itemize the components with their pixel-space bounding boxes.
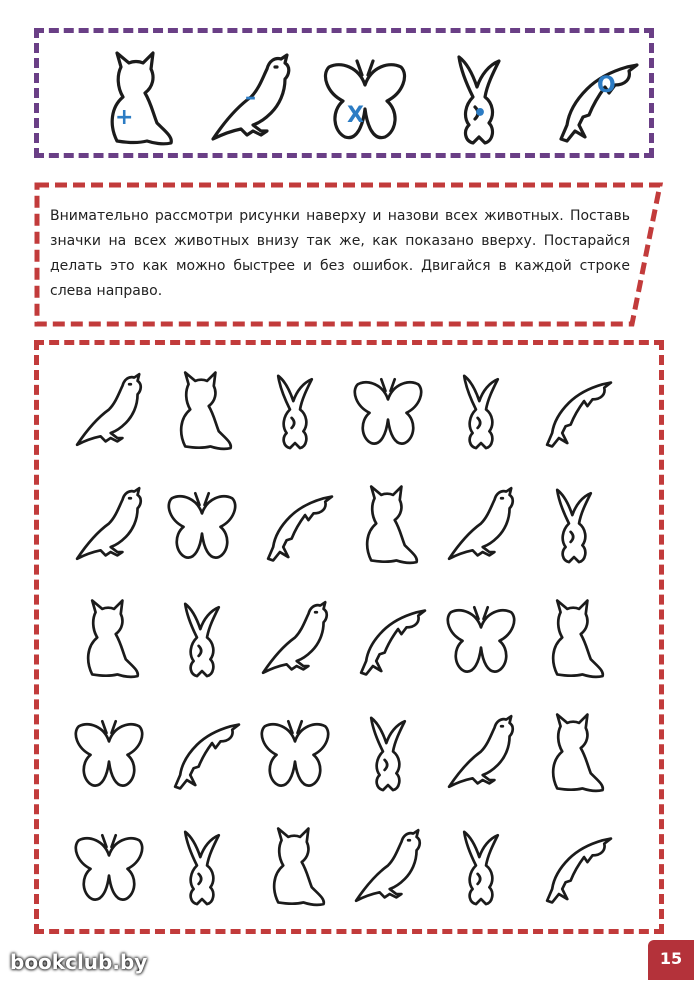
grid-cell-cat[interactable]	[532, 591, 616, 689]
rabbit-outline-icon	[429, 45, 529, 155]
grid-cell-rabbit[interactable]	[439, 819, 523, 917]
butterfly-outline-icon	[439, 591, 523, 689]
butterfly-outline-icon	[67, 705, 151, 803]
grid-cell-butterfly[interactable]	[253, 705, 337, 803]
cat-outline-icon	[532, 591, 616, 689]
bird-outline-icon	[67, 363, 151, 461]
page-number: 15	[648, 940, 694, 980]
grid-cell-cat[interactable]	[67, 591, 151, 689]
legend-rabbit	[429, 45, 529, 155]
rabbit-outline-icon	[160, 819, 244, 917]
grid-cell-rabbit[interactable]	[439, 363, 523, 461]
grid-cell-bird[interactable]	[439, 705, 523, 803]
cat-outline-icon	[87, 45, 187, 155]
rabbit-outline-icon	[439, 363, 523, 461]
grid-cell-dolphin[interactable]	[160, 705, 244, 803]
rabbit-outline-icon	[253, 363, 337, 461]
dolphin-outline-icon	[346, 591, 430, 689]
grid-cell-cat[interactable]	[160, 363, 244, 461]
cat-outline-icon	[160, 363, 244, 461]
grid-cell-rabbit[interactable]	[346, 705, 430, 803]
rabbit-outline-icon	[346, 705, 430, 803]
grid-cell-rabbit[interactable]	[253, 363, 337, 461]
grid-cell-bird[interactable]	[439, 477, 523, 575]
legend-mark-bird: –	[245, 85, 256, 110]
grid-cell-cat[interactable]	[346, 477, 430, 575]
legend-butterfly	[315, 45, 415, 155]
grid-cell-dolphin[interactable]	[253, 477, 337, 575]
dolphin-outline-icon	[253, 477, 337, 575]
grid-cell-dolphin[interactable]	[346, 591, 430, 689]
grid-cell-bird[interactable]	[253, 591, 337, 689]
grid-cell-dolphin[interactable]	[532, 819, 616, 917]
legend-box	[34, 28, 654, 158]
butterfly-outline-icon	[160, 477, 244, 575]
butterfly-outline-icon	[346, 363, 430, 461]
grid-cell-bird[interactable]	[67, 477, 151, 575]
site-watermark: bookclub.by	[10, 950, 148, 974]
rabbit-outline-icon	[532, 477, 616, 575]
bird-outline-icon	[67, 477, 151, 575]
grid-cell-rabbit[interactable]	[160, 819, 244, 917]
dolphin-outline-icon	[160, 705, 244, 803]
grid-cell-rabbit[interactable]	[160, 591, 244, 689]
grid-cell-dolphin[interactable]	[532, 363, 616, 461]
grid-cell-butterfly[interactable]	[439, 591, 523, 689]
grid-cell-bird[interactable]	[67, 363, 151, 461]
grid-cell-cat[interactable]	[532, 705, 616, 803]
rabbit-outline-icon	[160, 591, 244, 689]
cat-outline-icon	[532, 705, 616, 803]
bird-outline-icon	[346, 819, 430, 917]
bird-outline-icon	[439, 477, 523, 575]
rabbit-outline-icon	[439, 819, 523, 917]
butterfly-outline-icon	[253, 705, 337, 803]
grid-cell-rabbit[interactable]	[532, 477, 616, 575]
bird-outline-icon	[439, 705, 523, 803]
legend-cat	[87, 45, 187, 155]
dolphin-outline-icon	[532, 819, 616, 917]
legend-mark-rabbit: •	[473, 101, 488, 126]
instruction-text: Внимательно рассмотри рисунки наверху и назови всех животных. Поставь значки на всех животных внизу так же, как показано вверху. Постарайся делать это как можно быстрее и без ошибок. Двигайся в каждой строке слева направо.	[50, 208, 630, 299]
legend-dolphin	[543, 45, 643, 155]
instruction-box	[34, 182, 664, 327]
bird-outline-icon	[253, 591, 337, 689]
cat-outline-icon	[346, 477, 430, 575]
cat-outline-icon	[67, 591, 151, 689]
grid-cell-butterfly[interactable]	[346, 363, 430, 461]
dolphin-outline-icon	[532, 363, 616, 461]
butterfly-outline-icon	[67, 819, 151, 917]
animal-grid	[34, 340, 664, 934]
cat-outline-icon	[253, 819, 337, 917]
grid-cell-butterfly[interactable]	[160, 477, 244, 575]
dolphin-outline-icon	[543, 45, 643, 155]
grid-cell-bird[interactable]	[346, 819, 430, 917]
butterfly-outline-icon	[315, 45, 415, 155]
grid-cell-butterfly[interactable]	[67, 819, 151, 917]
legend-bird	[201, 45, 301, 155]
legend-mark-cat: +	[115, 105, 134, 130]
grid-cell-butterfly[interactable]	[67, 705, 151, 803]
grid-cell-cat[interactable]	[253, 819, 337, 917]
legend-mark-dolphin: O	[597, 73, 616, 98]
legend-mark-butterfly: X	[347, 103, 364, 128]
